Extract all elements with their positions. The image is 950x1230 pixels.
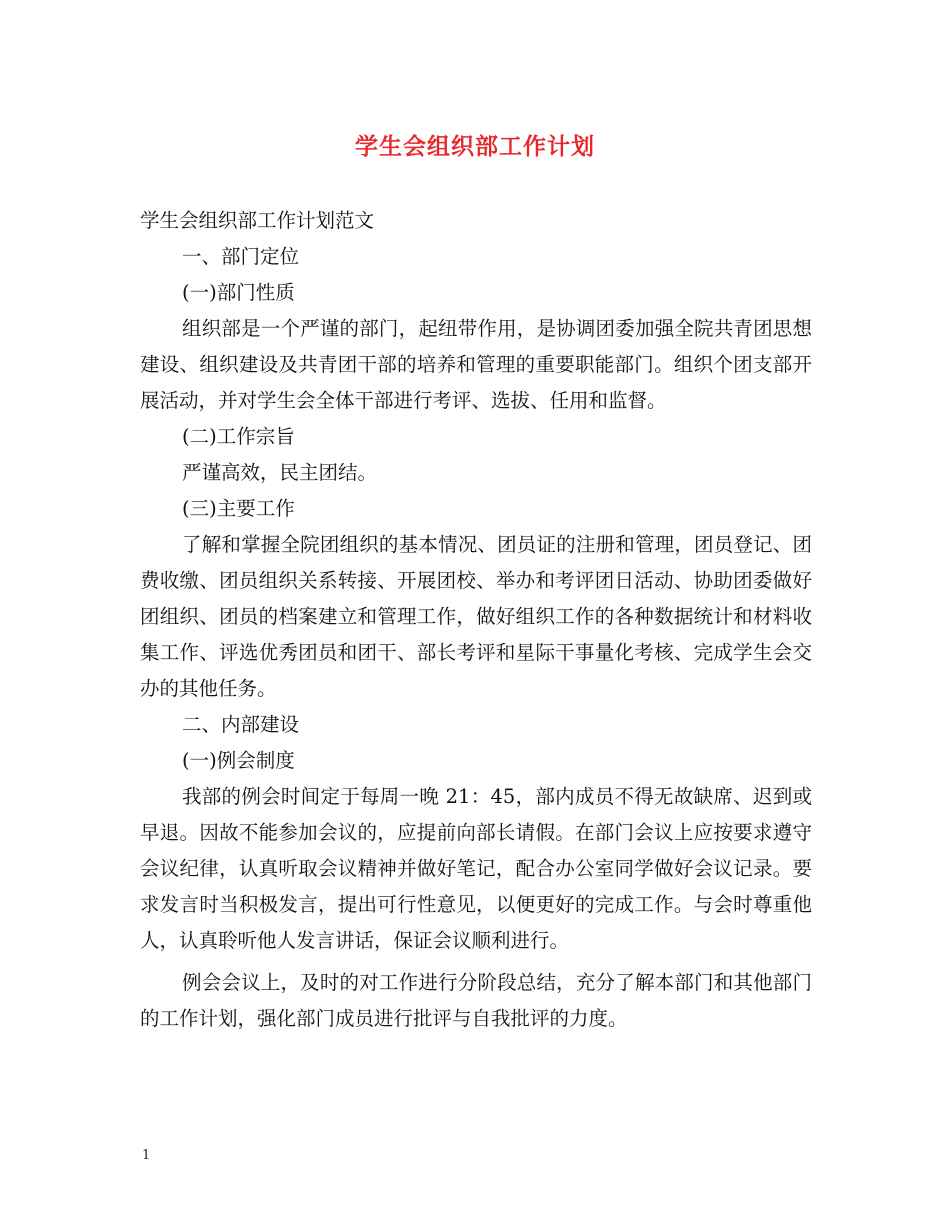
- subsection-heading-main-work: (三)主要工作: [182, 497, 295, 520]
- section-heading-department-positioning: 一、部门定位: [182, 245, 300, 268]
- paragraph-work-purpose: 严谨高效，民主团结。: [182, 461, 378, 484]
- paragraph-meeting-summary: 例会会议上，及时的对工作进行分阶段总结，充分了解本部门和其他部门的工作计划，强化部门成员进行批评与自我批评的力度。: [140, 971, 812, 1030]
- paragraph-subtitle: 学生会组织部工作计划范文: [140, 209, 375, 232]
- paragraph-department-nature: 组织部是一个严谨的部门，起纽带作用，是协调团委加强全院共青团思想建设、组织建设及共青团干部的培养和管理的重要职能部门。组织个团支部开展活动，并对学生会全体干部进行考评、选拔、任用和监督。: [140, 317, 812, 412]
- subsection-heading-meeting-system: (一)例会制度: [182, 749, 295, 772]
- paragraph-meeting-system: 我部的例会时间定于每周一晚 21：45，部内成员不得无故缺席、迟到或早退。因故不能参加会议的，应提前向部长请假。在部门会议上应按要求遵守会议纪律，认真听取会议精神并做好笔记，配合办公室同学做好会议记录。要求发言时当积极发言，提出可行性意见，以便更好的完成工作。与会时尊重他人，认真聆听他人发言讲话，保证会议顺利进行。: [140, 785, 812, 952]
- subsection-heading-work-purpose: (二)工作宗旨: [182, 425, 295, 448]
- paragraph-main-work: 了解和掌握全院团组织的基本情况、团员证的注册和管理，团员登记、团费收缴、团员组织关系转接、开展团校、举办和考评团日活动、协助团委做好团组织、团员的档案建立和管理工作，做好组织工作的各种数据统计和材料收集工作、评选优秀团员和团干、部长考评和星际干事量化考核、完成学生会交办的其他任务。: [140, 533, 812, 700]
- document-body: [140, 203, 812, 1037]
- subsection-heading-department-nature: (一)部门性质: [182, 281, 295, 304]
- document-title: 学生会组织部工作计划: [355, 133, 595, 160]
- page-number: 1: [142, 1148, 151, 1163]
- section-heading-internal-construction: 二、内部建设: [182, 713, 300, 736]
